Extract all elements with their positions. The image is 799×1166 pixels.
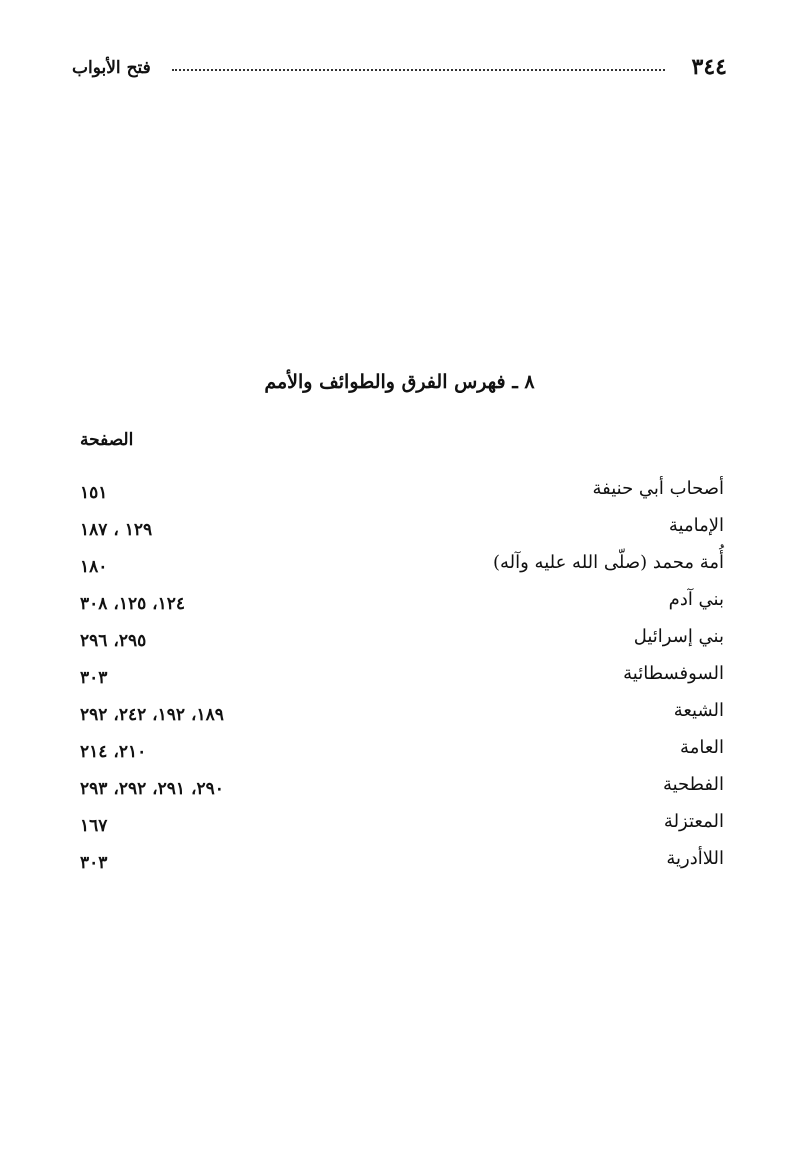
index-entry — [80, 696, 724, 733]
entry-name: أُمة محمد (صلّى الله عليه وآله) — [492, 552, 724, 573]
entry-pages: ٢١٠، ٢١٤ — [80, 742, 147, 762]
entry-pages: ٣٠٣ — [80, 853, 108, 873]
entry-pages: ١٢٩ ، ١٨٧ — [80, 520, 153, 540]
page-number: ٣٤٤ — [691, 54, 727, 80]
entry-pages: ١٦٧ — [80, 816, 108, 836]
entry-pages: ١٨٩، ١٩٢، ٢٤٢، ٢٩٢ — [80, 705, 224, 725]
entry-name: بني آدم — [668, 589, 724, 610]
index-entry — [80, 733, 724, 770]
entry-pages: ١٥١ — [80, 483, 108, 503]
index-entry — [80, 770, 724, 807]
index-entry — [80, 659, 724, 696]
entry-name: الشيعة — [673, 700, 724, 721]
running-header — [72, 52, 727, 86]
index-entry — [80, 807, 724, 844]
index-entry — [80, 844, 724, 881]
entry-pages: ٢٩٥، ٢٩٦ — [80, 631, 147, 651]
entry-pages: ٣٠٣ — [80, 668, 108, 688]
entry-pages: ٢٩٠، ٢٩١، ٢٩٢، ٢٩٣ — [80, 779, 224, 799]
index-entry — [80, 474, 724, 511]
entry-name: السوفسطائية — [623, 663, 724, 684]
index-entry — [80, 548, 724, 585]
entry-name: المعتزلة — [663, 811, 724, 832]
index-list — [80, 474, 724, 881]
entry-pages: ١٢٤، ١٢٥، ٣٠٨ — [80, 594, 186, 614]
index-entry — [80, 622, 724, 659]
entry-name: اللاأدرية — [666, 848, 724, 869]
dotted-leader — [172, 69, 665, 71]
entry-name: الفطحية — [662, 774, 724, 795]
index-entry — [80, 511, 724, 548]
entry-name: بني إسرائيل — [633, 626, 724, 647]
entry-name: الإمامية — [668, 515, 724, 536]
index-entry — [80, 585, 724, 622]
entry-pages: ١٨٠ — [80, 557, 108, 577]
page-column-header: الصفحة — [80, 430, 134, 450]
entry-name: العامة — [680, 737, 724, 758]
section-title: ٨ ـ فهرس الفرق والطوائف والأمم — [264, 371, 535, 393]
entry-name: أصحاب أبي حنيفة — [592, 478, 724, 499]
book-title: فتح الأبواب — [72, 58, 151, 78]
